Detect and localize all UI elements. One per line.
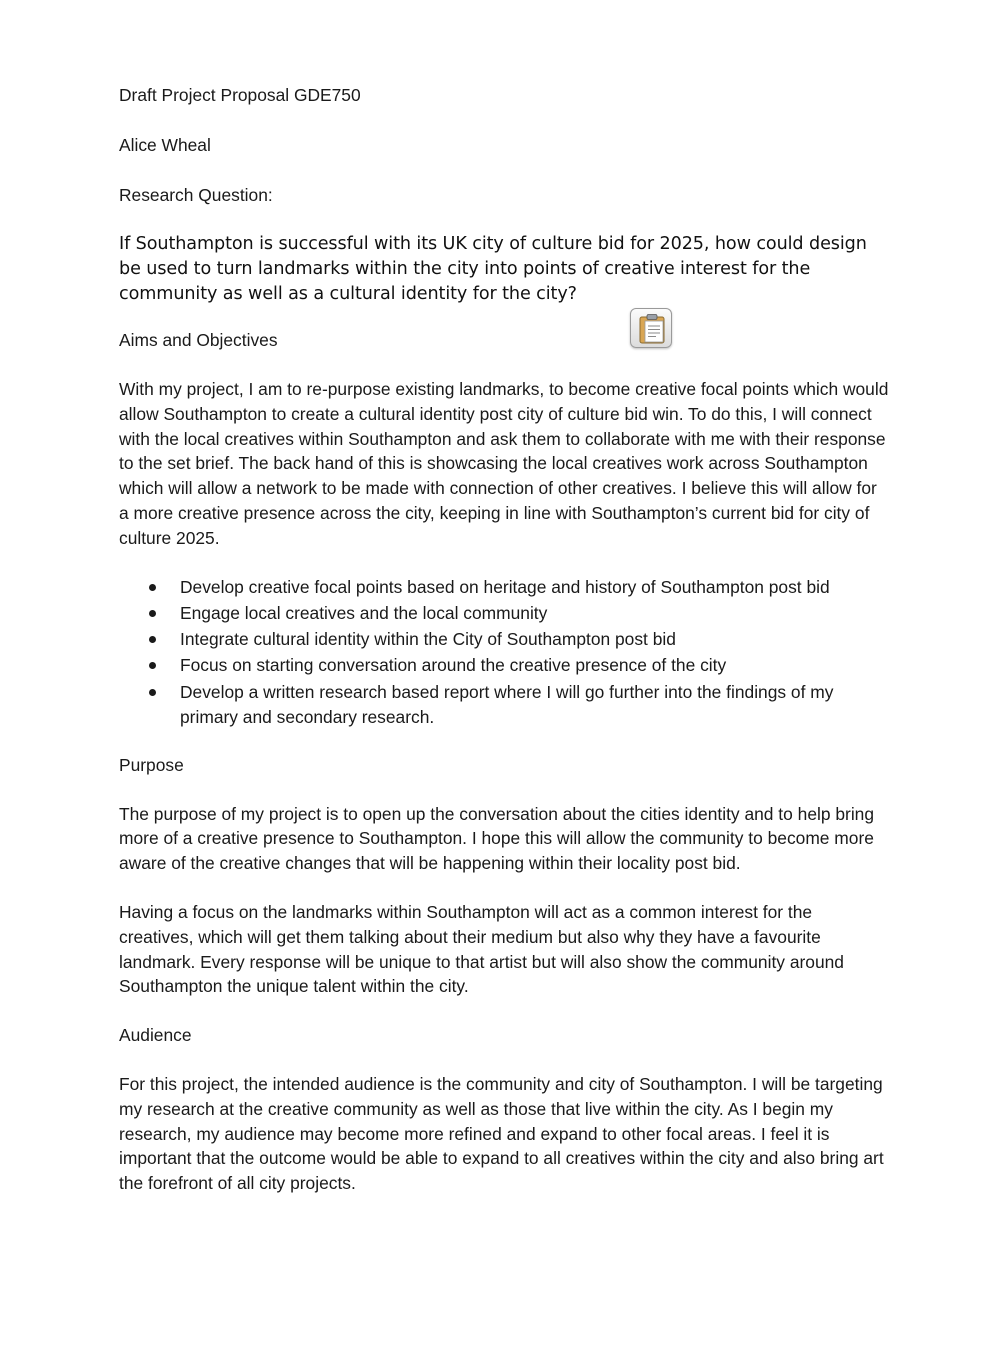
objective-text: Develop a written research based report where I will go further into the findings of my primary and secondary research. [180,681,834,727]
research-question-heading: Research Question: [119,184,273,205]
objective-text: Engage local creatives and the local community [180,602,548,623]
bullet-icon [149,584,156,591]
research-question-text: If Southampton is successful with its UK city of culture bid for 2025, how could design be used to turn landmarks within the city into points of creative interest for the community as well as a cultural identity for the city? [119,234,867,304]
clipboard-paste-icon[interactable] [630,308,672,348]
document-title: Draft Project Proposal GDE750 [119,85,361,105]
clipboard-icon-graphic [639,314,665,344]
audience-paragraph: For this project, the intended audience is the community and city of Southampton. I will be targeting my research at the creative community as well as those that live within the city. As I begin my research, my audience may become more refined and expand to other focal areas. I feel it is important that the outcome would be able to expand to all creatives within the city and also bring art the forefront of all city projects. [119,1074,884,1194]
author-name: Alice Wheal [119,134,211,155]
purpose-paragraph-1: The purpose of my project is to open up the conversation about the cities identity and to help bring more of a creative presence to Southampton. I hope this will allow the community to become more aware of the creative changes that will be happening within their locality post bid. [119,803,875,874]
bullet-icon [149,636,156,643]
bullet-icon [149,689,156,696]
document-page [119,80,889,1196]
objective-text: Focus on starting conversation around the creative presence of the city [180,655,727,676]
list-item [119,627,889,652]
list-item [119,653,889,678]
objective-text: Integrate cultural identity within the City of Southampton post bid [180,629,676,650]
audience-heading: Audience [119,1025,192,1046]
objectives-list [119,575,889,730]
purpose-heading: Purpose [119,754,184,775]
list-item [119,680,889,730]
aims-paragraph: With my project, I am to re-purpose existing landmarks, to become creative focal points which would allow Southampton to create a cultural identity post city of culture bid win. To do this, I will connect with the local creatives within Southampton and ask them to collaborate with me with their response to the set brief. The back hand of this is showcasing the local creatives work across Southampton which will allow a network to be made with connection of other creatives. I believe this will allow for a more creative presence across the city, keeping in line with Southampton’s current bid for city of culture 2025. [119,378,889,548]
aims-heading: Aims and Objectives [119,330,278,351]
bullet-icon [149,662,156,669]
objective-text: Develop creative focal points based on heritage and history of Southampton post bid [180,576,830,597]
bullet-icon [149,610,156,617]
purpose-paragraph-2: Having a focus on the landmarks within Southampton will act as a common interest for the creatives, which will get them talking about their medium but also why they have a favourite landmark. Every response will be unique to that artist but will also show the community around Southampton the unique talent within the city. [119,902,844,997]
list-item [119,601,889,626]
list-item [119,575,889,600]
